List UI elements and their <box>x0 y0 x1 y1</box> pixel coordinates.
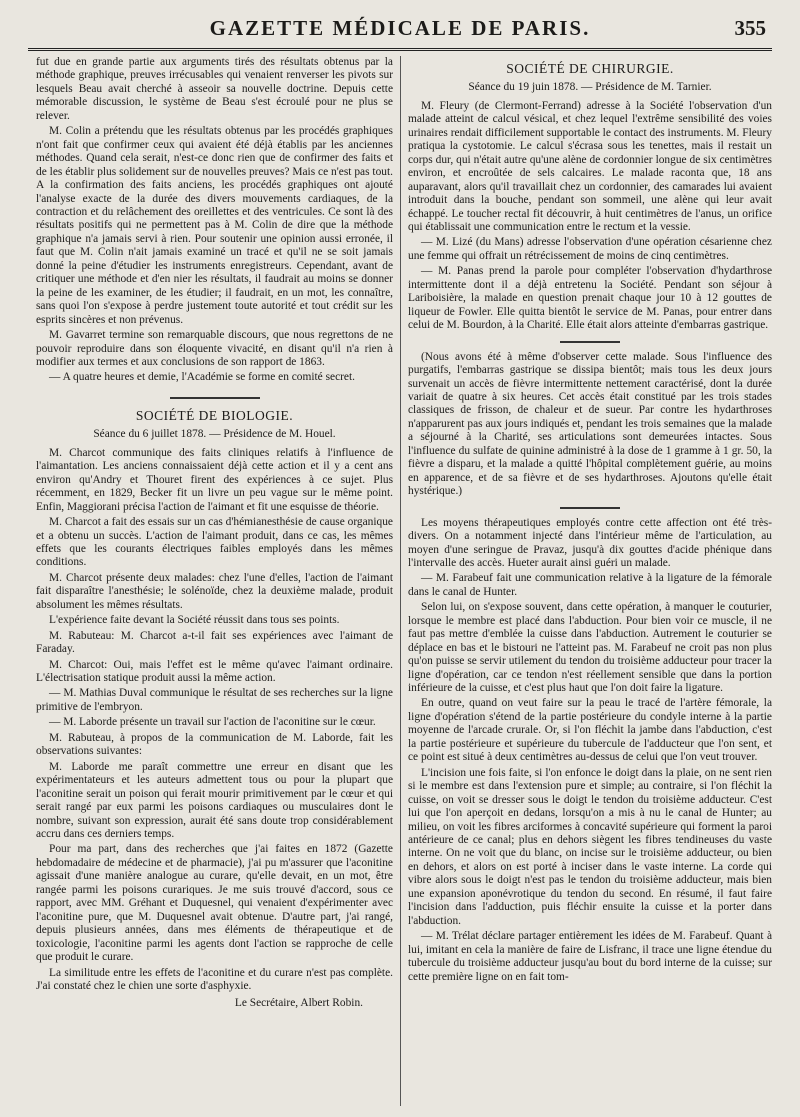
paragraph-divider <box>560 341 620 343</box>
paragraph: L'incision une fois faite, si l'on enfonce le doigt dans la plaie, on ne sent rien si le membre est dans l'extension pure et simple; au contraire, si l'on fléchit la cuisse, on voit se dresser sous le doigt le tendon du troisième adducteur. C'est lui que l'on aperçoit en dedans, lorsqu'on a mis à nu le canal de Hunter; au milieu, on voit les fibres arciformes à concavité supérieure qui forment la paroi antérieure de ce canal; plus en dehors siègent les fibres tendineuses du vaste interne. On ne voit que du blanc, on incise sur le troisième adducteur, ou bien en dehors, et alors on est porté à inciser dans le vaste interne. La corde qui vibre alors sous le doigt n'est pas le tendon du troisième adducteur, mais bien une expansion aponévrotique du tendon du second. En résumé, il faut faire l'incision dans l'adduction, puis fléchir ensuite la cuisse et la porter dans l'abduction. <box>408 766 772 927</box>
paragraph: — M. Mathias Duval communique le résultat de ses recherches sur la ligne primitive de l'embryon. <box>36 687 393 713</box>
paragraph: La similitude entre les effets de l'aconitine et du curare n'est pas complète. J'ai constaté chez le chien une sorte d'asphyxie. <box>36 966 393 992</box>
right-column <box>408 56 772 1106</box>
paragraph: M. Rabuteau: M. Charcot a-t-il fait ses expériences avec l'aimant de Faraday. <box>36 629 393 656</box>
paragraph: M. Charcot présente deux malades: chez l'une d'elles, l'action de l'aimant fait disparaître l'anesthésie; le solénoïde, chez la deuxième malade, produit absolument les mêmes résultats. <box>36 571 393 611</box>
paragraph: M. Fleury (de Clermont-Ferrand) adresse à la Société l'observation d'un malade atteint de calcul vésical, et chez lequel l'extrême sensibilité des voies urinaires rendait difficilement supportable le contact des instruments. M. Fleury pratiqua la cystotomie. Le calcul s'écrasa sous les tenettes, mais il restait un corps dur, qui n'était autre qu'une alène de cordonnier longue de six centimètres environ, et encroûtée de sels calcaires. Le malade raconta que, 18 ans auparavant, alors qu'il travaillait chez un cordonnier, des camarades lui avaient introduit dans la bouche, pendant son sommeil, une alène qui leur avait échappé. Le toucher rectal fit découvrir, à huit centimètres de l'anus, un orifice qui établissait une communication entre le rectum et la vessie. <box>408 99 772 233</box>
paragraph: M. Charcot a fait des essais sur un cas d'hémianesthésie de cause organique et a obtenu un succès. L'action de l'aimant produit, dans ce cas, les mêmes effets que les courants électriques faibles employés dans les mêmes conditions. <box>36 516 393 569</box>
paragraph: — M. Panas prend la parole pour compléter l'observation d'hydarthrose intermittente dont il a déjà entretenu la Société. Pendant son séjour à Lariboisière, la malade en question prenait chaque jour 10 à 12 gouttes de liqueur de Fowler. Elle quitta bientôt le service de M. Panas, pour entrer dans celui de M. Bourdon, à la Charité. Elle était alors atteinte d'embarras gastrique. <box>408 265 772 332</box>
paragraph: M. Gavarret termine son remarquable discours, que nous regrettons de ne pouvoir reproduire dans son éloquente vivacité, en disant qu'il n'a rien à modifier aux termes et aux conclusions de son rapport de 1863. <box>36 329 393 368</box>
paragraph: Selon lui, on s'expose souvent, dans cette opération, à manquer le couturier, lorsque le membre est placé dans l'abduction. Pour bien voir ce muscle, il ne faut pas mettre d'emblée la cuisse dans l'abduction. Autrement le couturier se déplace en bas et le bistouri ne l'atteint pas. M. Farabeuf ne croit pas non plus qu'on puisse se servir utilement du tendon du troisième adducteur pour tracer la ligne d'opération, car ce tendon n'est réellement sensible que dans la portion inférieure de la cuisse, et c'est plus haut que l'on doit faire la ligature. <box>408 601 772 695</box>
column-divider <box>400 56 401 1106</box>
paragraph: — M. Trélat déclare partager entièrement les idées de M. Farabeuf. Quant à lui, imitant en cela la manière de faire de Lisfranc, il trace une ligne étendue du tubercule du troisième adducteur jusqu'au bout du bord interne de la cuisse; sur cette première ligne on en fait tom- <box>408 930 772 983</box>
section-title-chirurgie: SOCIÉTÉ DE CHIRURGIE. <box>506 61 674 76</box>
paragraph: L'expérience faite devant la Société réussit dans tous ses points. <box>49 614 340 627</box>
page-header <box>28 14 772 51</box>
paragraph: M. Rabuteau, à propos de la communication de M. Laborde, fait les observations suivantes: <box>36 731 393 758</box>
paragraph: M. Charcot: Oui, mais l'effet est le même qu'avec l'aimant ordinaire. L'électrisation statique produit aussi la même action. <box>36 658 393 685</box>
paragraph: M. Laborde me paraît commettre une erreur en disant que les expérimentateurs et les auteurs admettent tous ou pour la plupart que l'aconitine serait un poison qui ferait mourir primitivement par le cœur et qui serait rangé par eux parmi les poisons cardiaques ou musculaires dont le nombre, suivant son expression, aurait été sans doute trop considérablement accru dans ces derniers temps. <box>36 760 393 841</box>
paragraph: — M. Farabeuf fait une communication relative à la ligature de la fémorale dans le canal de Hunter. <box>408 572 772 598</box>
secretary-signature: Le Secrétaire, Albert Robin. <box>234 997 363 1010</box>
left-column <box>36 56 393 1106</box>
paragraph: (Nous avons été à même d'observer cette malade. Sous l'influence des purgatifs, l'embarras gastrique se dissipa bientôt; mais tous les deux jours survenait un accès de fièvre intermittente nettement caractérisé, dont la durée variait de quatre à six heures. Cet accès était constitué par les trois stades classiques de frisson, de chaleur et de sueur. Par contre les hydarthroses n'apparurent pas aux jours indiqués et, pendant les trois semaines que la malade a séjourné à la Charité, ses articulations sont demeurées intactes. Sous l'influence du sulfate de quinine administré à la dose de 1 gramme à 1 gr. 50, la fièvre a disparu, et la malade a quitté l'hôpital complètement guérie, au moins en apparence, et de sa fièvre et de ses hydarthroses. Ajoutons qu'elle était hystérique.) <box>408 350 772 498</box>
paragraph: Pour ma part, dans des recherches que j'ai faites en 1872 (Gazette hebdomadaire de médecine et de pharmacie), j'ai pu m'assurer que l'aconitine agissait d'une manière analogue au curare, qu'elle devait, en un mot, être rangée parmi les poisons curariques. Je me suis trouvé d'accord, sous ce rapport, avec MM. Gréhant et Duquesnel, qui venaient d'expérimenter avec l'aconitine pure, que M. Duquesnel avait obtenue. D'autre part, j'ai rangé, depuis plusieurs années, dans mes éléments de thérapeutique et de toxicologie, l'aconitine parmi les agents dont l'action se rapproche de celle que produit le curare. <box>36 843 393 964</box>
paragraph: — M. Lizé (du Mans) adresse l'observation d'une opération césarienne chez une femme qui offrait un rétrécissement de moins de cinq centimètres. <box>408 236 772 262</box>
seance-line: Séance du 19 juin 1878. — Présidence de M. Tarnier. <box>468 81 712 94</box>
journal-title: GAZETTE MÉDICALE DE PARIS. <box>209 16 591 40</box>
page-number: 355 <box>734 16 766 40</box>
paragraph: — A quatre heures et demie, l'Académie se forme en comité secret. <box>49 371 355 384</box>
section-divider <box>170 397 260 399</box>
paragraph: — M. Laborde présente un travail sur l'action de l'aconitine sur le cœur. <box>49 716 376 729</box>
paragraph: M. Colin a prétendu que les résultats obtenus par les procédés graphiques n'ont fait que confirmer ceux qui avaient été déjà établis par les anciennes méthodes. Quand cela serait, n'est-ce donc rien que de confirmer des faits et de les établir plus solidement sur de nouvelles preuves? Mais ce n'est pas tout. A la confirmation des faits anciens, les procédés graphiques ont ajouté l'analyse exacte de la durée des divers mouvements cardiaques, de la contraction et du relâchement des oreillettes et des ventricules. Ce sont là des résultats positifs qui ne permettent pas à M. Colin de dire que la méthode graphique n'a jamais servi à rien. Pour soutenir une opinion aussi erronée, il faut que M. Colin n'ait jamais examiné un tracé et qu'il ne se soit jamais donné la peine d'étudier les instruments enregistreurs. Cependant, avant de critiquer une méthode et d'en nier les résultats, il faudrait au moins se donner la peine de les examiner, de les étudier; il faudrait, en un mot, les connaître, sans quoi l'on s'expose à perdre justement toute autorité et tout crédit sur les esprits sincères et non prévenus. <box>36 125 393 326</box>
paragraph: Les moyens thérapeutiques employés contre cette affection ont été très-divers. On a notamment injecté dans l'intérieur même de l'articulation, au moyen d'une seringue de Pravaz, jusqu'à dix gouttes d'acide phénique dans l'intervalle des accès. Hueter aurait ainsi guéri un malade. <box>408 516 772 569</box>
paragraph: fut due en grande partie aux arguments tirés des résultats obtenus par la méthode graphique, preuves irrécusables qui venaient renverser les pivots sur lesquels Beau avait cherché à asseoir sa nouvelle doctrine. Depuis cette mémorable discussion, le système de Beau s'est écroulé pour ne plus se relever. <box>36 56 393 122</box>
paragraph-divider <box>560 507 620 509</box>
paragraph: En outre, quand on veut faire sur la peau le tracé de l'artère fémorale, la ligne d'opération s'étend de la partie postérieure du condyle interne à la partie moyenne de l'arcade crurale. Or, si l'on fléchit la jambe dans l'abduction, c'est la partie postérieure et supérieure du tubercule de l'adducteur que l'on sent, et ce point est situé à deux centimètres au-dessus de celui que l'on veut trouver. <box>408 697 772 764</box>
seance-line: Séance du 6 juillet 1878. — Présidence de M. Houel. <box>93 428 336 441</box>
section-title-biologie: SOCIÉTÉ DE BIOLOGIE. <box>135 407 294 423</box>
paragraph: M. Charcot communique des faits cliniques relatifs à l'influence de l'aimantation. Les anciens connaissaient déjà cette action et il y a cent ans environ qu'Andry et Thouret firent des expériences à ce sujet. Plus récemment, en 1829, Becker fit un livre un peu vague sur le même point. Enfin, Maggiorani précisa l'action de l'aimant et fit une esquisse de théorie. <box>36 446 393 513</box>
